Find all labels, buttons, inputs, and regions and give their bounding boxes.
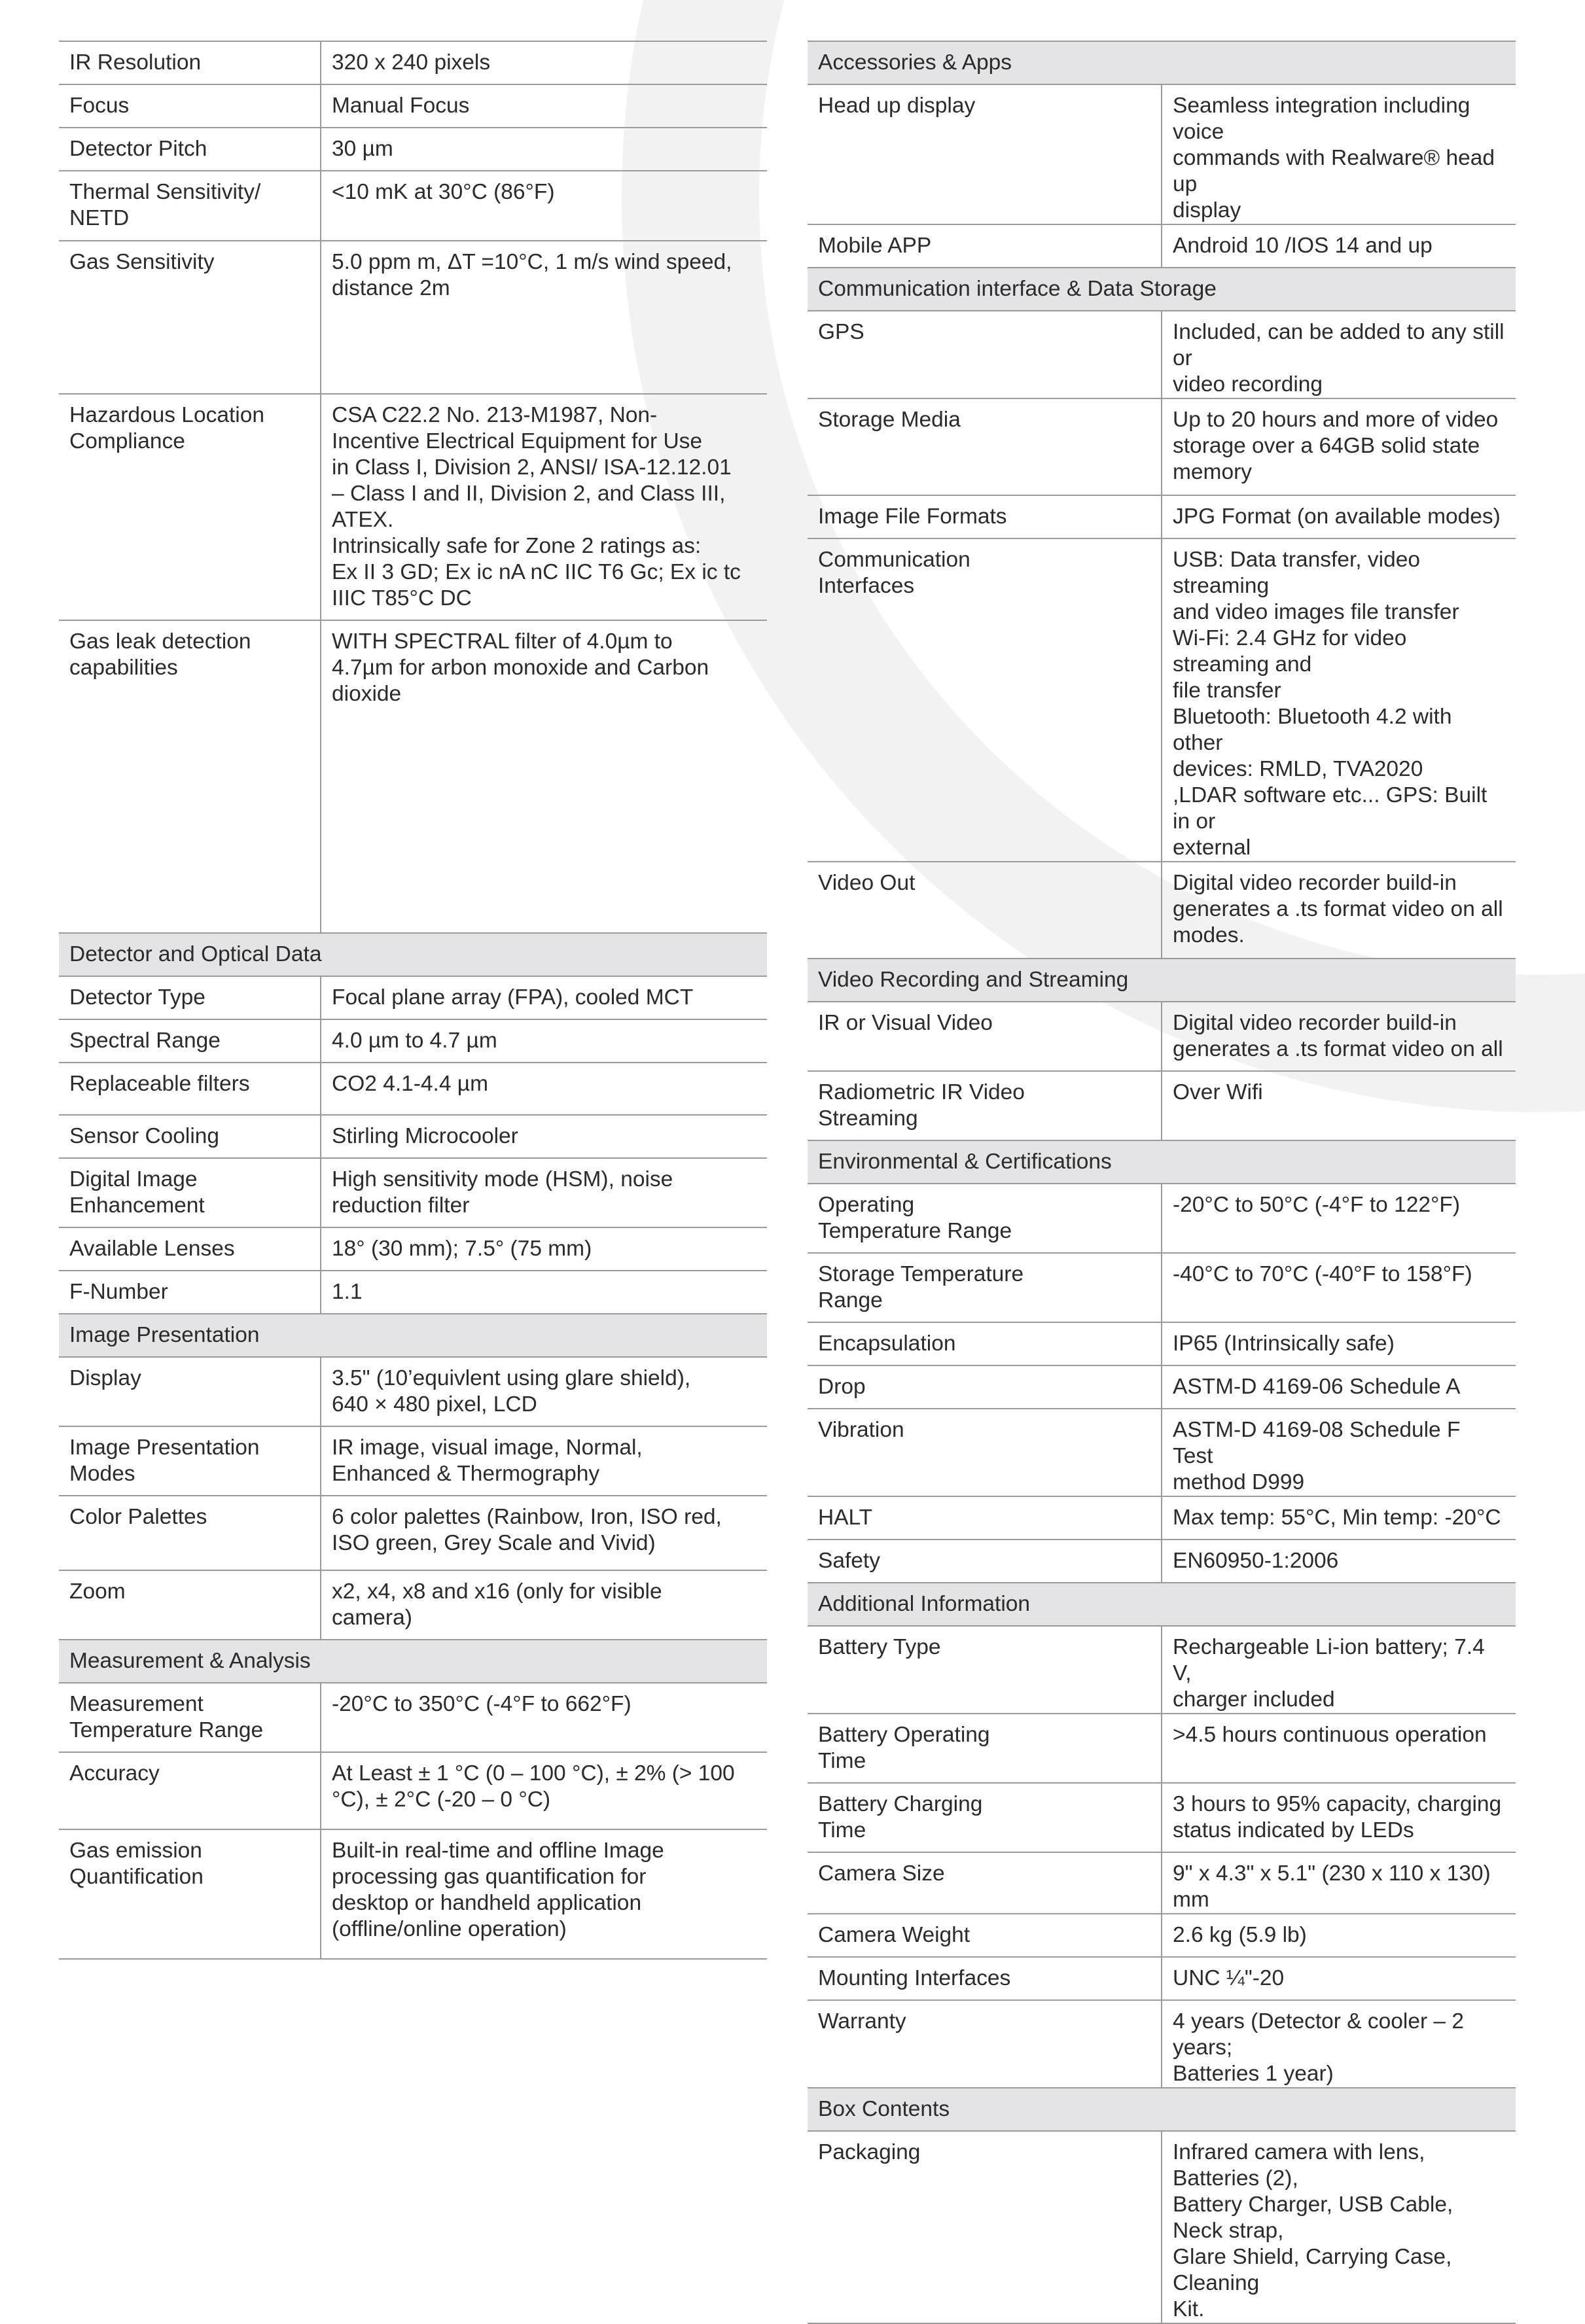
section-header-detector-and-optical-data [59, 933, 767, 976]
spec-row [808, 1002, 1516, 1071]
spec-label: Mounting Interfaces [808, 1957, 1162, 2000]
spec-row [808, 84, 1516, 224]
spec-label: Image File Formats [808, 495, 1162, 538]
section-header-video-recording-and-streaming [808, 959, 1516, 1002]
spec-value: ASTM-D 4169-08 Schedule F Test method D999 [1162, 1409, 1516, 1496]
spec-value: -40°C to 70°C (-40°F to 158°F) [1162, 1253, 1516, 1322]
spec-row [59, 241, 767, 394]
spec-row [808, 1714, 1516, 1783]
spec-value: Infrared camera with lens, Batteries (2), Battery Charger, USB Cable, Neck strap, Glare Shield, Carrying Case, Cleaning Kit. [1162, 2131, 1516, 2323]
spec-label: Operating Temperature Range [808, 1184, 1162, 1253]
spec-label: GPS [808, 311, 1162, 398]
spec-value: 6 color palettes (Rainbow, Iron, ISO red, ISO green, Grey Scale and Vivid) [321, 1496, 767, 1570]
spec-label: IR Resolution [59, 41, 321, 84]
spec-label: Detector Pitch [59, 128, 321, 171]
spec-label: Hazardous Location Compliance [59, 394, 321, 620]
spec-label: Radiometric IR Video Streaming [808, 1071, 1162, 1140]
section-title: Image Presentation [59, 1314, 767, 1357]
spec-value: IR image, visual image, Normal, Enhanced & Thermography [321, 1426, 767, 1496]
spec-label: Drop [808, 1365, 1162, 1409]
spec-value: Rechargeable Li-ion battery; 7.4 V, charger included [1162, 1626, 1516, 1714]
spec-label: Thermal Sensitivity/ NETD [59, 171, 321, 241]
spec-row [59, 1683, 767, 1752]
spec-label: Color Palettes [59, 1496, 321, 1570]
spec-row [59, 620, 767, 933]
spec-label: Packaging [808, 2131, 1162, 2323]
spec-row [59, 1227, 767, 1271]
section-title: Communication interface & Data Storage [808, 268, 1516, 311]
spec-label: Measurement Temperature Range [59, 1683, 321, 1752]
spec-label: Storage Temperature Range [808, 1253, 1162, 1322]
spec-value: At Least ± 1 °C (0 – 100 °C), ± 2% (> 100 °C), ± 2°C (-20 – 0 °C) [321, 1752, 767, 1829]
spec-row [59, 128, 767, 171]
spec-row [59, 1019, 767, 1063]
spec-row [808, 1409, 1516, 1496]
spec-value: Included, can be added to any still or video recording [1162, 311, 1516, 398]
spec-label: Storage Media [808, 398, 1162, 495]
spec-row [59, 1426, 767, 1496]
spec-row [59, 41, 767, 84]
spec-label: Gas emission Quantification [59, 1829, 321, 1959]
spec-value: Max temp: 55°C, Min temp: -20°C [1162, 1496, 1516, 1540]
section-title: Measurement & Analysis [59, 1640, 767, 1683]
spec-label: Mobile APP [808, 224, 1162, 268]
spec-value: High sensitivity mode (HSM), noise reduction filter [321, 1158, 767, 1227]
spec-row [808, 1783, 1516, 1852]
spec-value: CO2 4.1-4.4 µm [321, 1063, 767, 1115]
spec-value: >4.5 hours continuous operation [1162, 1714, 1516, 1783]
left-spec-column [59, 41, 767, 1960]
spec-row [808, 1365, 1516, 1409]
left-spec-table [59, 41, 767, 1960]
spec-row [59, 171, 767, 241]
spec-row [808, 1071, 1516, 1140]
spec-label: Display [59, 1357, 321, 1426]
spec-row [808, 1852, 1516, 1914]
spec-value: Android 10 /IOS 14 and up [1162, 224, 1516, 268]
spec-value: EN60950-1:2006 [1162, 1540, 1516, 1583]
spec-row [59, 1271, 767, 1314]
spec-label: Battery Operating Time [808, 1714, 1162, 1783]
spec-value: 18° (30 mm); 7.5° (75 mm) [321, 1227, 767, 1271]
spec-value: 1.1 [321, 1271, 767, 1314]
section-title: Box Contents [808, 2088, 1516, 2131]
spec-row [808, 2131, 1516, 2323]
spec-row [808, 495, 1516, 538]
spec-value: -20°C to 50°C (-4°F to 122°F) [1162, 1184, 1516, 1253]
spec-row [59, 1115, 767, 1158]
spec-value: 320 x 240 pixels [321, 41, 767, 84]
spec-value: USB: Data transfer, video streaming and video images file transfer Wi-Fi: 2.4 GHz for video streaming and file transfer Bluetooth: Bluetooth 4.2 with other devices: RMLD, TVA2020 ,LDAR software etc... GPS: Built in or external [1162, 538, 1516, 862]
spec-value: Manual Focus [321, 84, 767, 128]
spec-row [59, 394, 767, 620]
spec-label: Vibration [808, 1409, 1162, 1496]
spec-row [808, 862, 1516, 959]
section-title: Detector and Optical Data [59, 933, 767, 976]
spec-row [59, 1829, 767, 1959]
spec-value: UNC ¼"-20 [1162, 1957, 1516, 2000]
spec-label: Gas leak detection capabilities [59, 620, 321, 933]
spec-row [59, 1158, 767, 1227]
section-header-image-presentation [59, 1314, 767, 1357]
spec-label: Spectral Range [59, 1019, 321, 1063]
spec-value: Focal plane array (FPA), cooled MCT [321, 976, 767, 1019]
spec-value: Digital video recorder build-in generates a .ts format video on all [1162, 1002, 1516, 1071]
spec-value: Over Wifi [1162, 1071, 1516, 1140]
spec-value: 3.5" (10’equivlent using glare shield), 640 × 480 pixel, LCD [321, 1357, 767, 1426]
spec-value: x2, x4, x8 and x16 (only for visible camera) [321, 1570, 767, 1640]
spec-row [808, 1626, 1516, 1714]
spec-value: IP65 (Intrinsically safe) [1162, 1322, 1516, 1365]
spec-value: -20°C to 350°C (-4°F to 662°F) [321, 1683, 767, 1752]
spec-value: 9" x 4.3" x 5.1" (230 x 110 x 130) mm [1162, 1852, 1516, 1914]
spec-label: Camera Weight [808, 1914, 1162, 1957]
spec-row [808, 1322, 1516, 1365]
spec-label: Sensor Cooling [59, 1115, 321, 1158]
spec-label: Battery Charging Time [808, 1783, 1162, 1852]
spec-row [808, 1184, 1516, 1253]
section-header-environmental-certifications [808, 1140, 1516, 1184]
spec-value: 30 µm [321, 128, 767, 171]
spec-label: Safety [808, 1540, 1162, 1583]
spec-row [808, 538, 1516, 862]
spec-value: 3 hours to 95% capacity, charging status indicated by LEDs [1162, 1783, 1516, 1852]
spec-label: Digital Image Enhancement [59, 1158, 321, 1227]
section-title: Additional Information [808, 1583, 1516, 1626]
spec-value: ASTM-D 4169-06 Schedule A [1162, 1365, 1516, 1409]
spec-label: Camera Size [808, 1852, 1162, 1914]
spec-row [59, 1752, 767, 1829]
spec-row [59, 1496, 767, 1570]
spec-label: HALT [808, 1496, 1162, 1540]
spec-row [808, 1914, 1516, 1957]
section-title: Video Recording and Streaming [808, 959, 1516, 1002]
spec-label: Detector Type [59, 976, 321, 1019]
spec-row [59, 1570, 767, 1640]
spec-label: Head up display [808, 84, 1162, 224]
spec-value: Built-in real-time and offline Image processing gas quantification for desktop or handheld application (offline/online operation) [321, 1829, 767, 1959]
spec-value: Seamless integration including voice commands with Realware® head up display [1162, 84, 1516, 224]
spec-value: Digital video recorder build-in generates a .ts format video on all modes. [1162, 862, 1516, 959]
right-spec-table [808, 41, 1516, 2324]
spec-value: WITH SPECTRAL filter of 4.0µm to 4.7µm for arbon monoxide and Carbon dioxide [321, 620, 767, 933]
spec-row [808, 2000, 1516, 2088]
section-header-additional-information [808, 1583, 1516, 1626]
spec-row [59, 1063, 767, 1115]
spec-value: CSA C22.2 No. 213-M1987, Non- Incentive Electrical Equipment for Use in Class I, Division 2, ANSI/ ISA-12.12.01 – Class I and II, Division 2, and Class III, ATEX. Intrinsically safe for Zone 2 ratings as: Ex II 3 GD; Ex ic nA nC IIC T6 Gc; Ex ic tc IIIC T85°C DC [321, 394, 767, 620]
right-spec-column [808, 41, 1516, 2324]
spec-row [808, 1253, 1516, 1322]
section-title: Accessories & Apps [808, 41, 1516, 84]
spec-label: Warranty [808, 2000, 1162, 2088]
spec-label: Communication Interfaces [808, 538, 1162, 862]
spec-row [59, 1357, 767, 1426]
spec-row [808, 1957, 1516, 2000]
spec-row [808, 1496, 1516, 1540]
spec-value: 2.6 kg (5.9 lb) [1162, 1914, 1516, 1957]
spec-label: Encapsulation [808, 1322, 1162, 1365]
section-header-measurement-analysis [59, 1640, 767, 1683]
spec-label: Video Out [808, 862, 1162, 959]
spec-value: Stirling Microcooler [321, 1115, 767, 1158]
spec-row [808, 224, 1516, 268]
spec-label: IR or Visual Video [808, 1002, 1162, 1071]
spec-row [808, 311, 1516, 398]
spec-label: Focus [59, 84, 321, 128]
spec-value: 4.0 µm to 4.7 µm [321, 1019, 767, 1063]
section-title: Environmental & Certifications [808, 1140, 1516, 1184]
section-header-accessories-apps [808, 41, 1516, 84]
spec-value: 5.0 ppm m, ΔT =10°C, 1 m/s wind speed, distance 2m [321, 241, 767, 394]
spec-label: Available Lenses [59, 1227, 321, 1271]
spec-value: 4 years (Detector & cooler – 2 years; Batteries 1 year) [1162, 2000, 1516, 2088]
section-header-communication-interface-data-storage [808, 268, 1516, 311]
spec-label: Accuracy [59, 1752, 321, 1829]
spec-label: Image Presentation Modes [59, 1426, 321, 1496]
section-header-box-contents [808, 2088, 1516, 2131]
spec-value: Up to 20 hours and more of video storage over a 64GB solid state memory [1162, 398, 1516, 495]
spec-row [59, 84, 767, 128]
spec-value: JPG Format (on available modes) [1162, 495, 1516, 538]
spec-label: Replaceable filters [59, 1063, 321, 1115]
spec-label: Gas Sensitivity [59, 241, 321, 394]
spec-label: F-Number [59, 1271, 321, 1314]
spec-row [59, 976, 767, 1019]
spec-label: Zoom [59, 1570, 321, 1640]
spec-label: Battery Type [808, 1626, 1162, 1714]
spec-value: <10 mK at 30°C (86°F) [321, 171, 767, 241]
spec-row [808, 1540, 1516, 1583]
spec-row [808, 398, 1516, 495]
